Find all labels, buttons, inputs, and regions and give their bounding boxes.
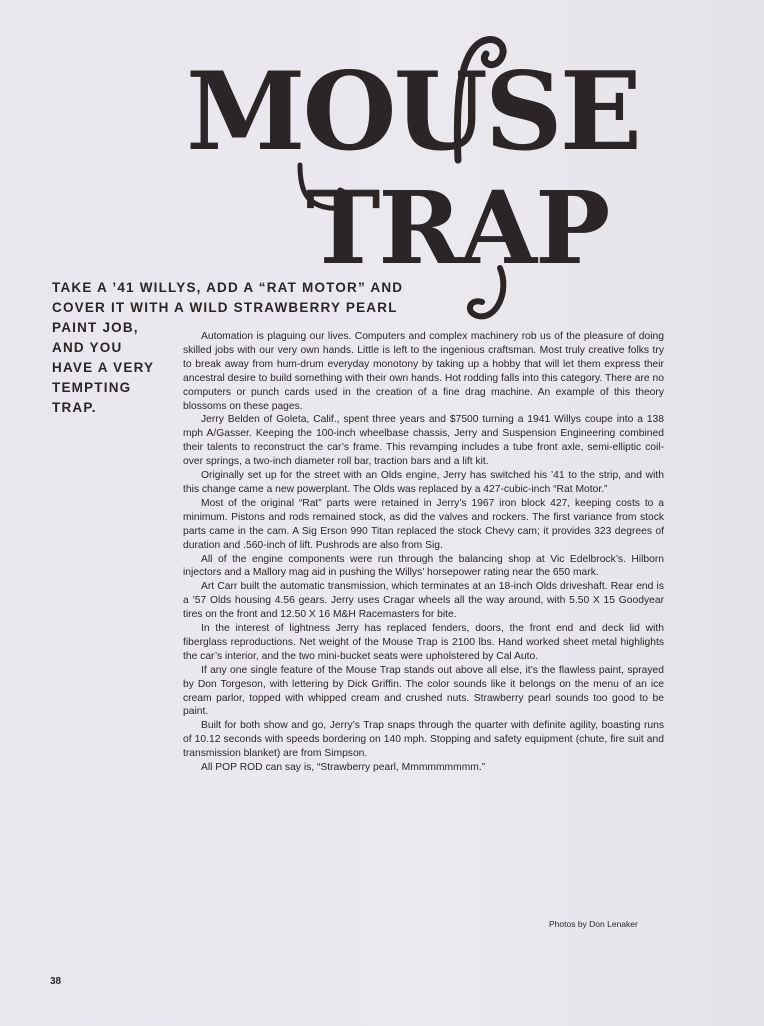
- body-paragraph: All of the engine components were run through the balancing shop at Vic Edelbrock’s. Hilborn injectors and a Mallory mag aid in pushing the Willys’ horsepower rating near the 650 mark.: [183, 553, 664, 579]
- headline-line: TRAP.: [52, 400, 97, 415]
- headline-line: PAINT JOB,: [52, 320, 139, 335]
- body-paragraph: Most of the original “Rat” parts were retained in Jerry’s 1967 iron block 427, keeping costs to a minimum. Pistons and rods remained stock, as did the valves and rockers. The first variance from stock parts came in the cam. A Sig Erson 990 Titan replaced the stock Chevy cam; it provides 323 degrees of duration and .560-inch of lift. Pushrods are also from Sig.: [183, 497, 664, 551]
- body-paragraph: Built for both show and go, Jerry’s Trap snaps through the quarter with definite agility, boasting runs of 10.12 seconds with speeds bordering on 140 mph. Stopping and safety equipment (chute, fire suit and transmission blanket) are from Simpson.: [183, 720, 664, 760]
- headline-line: TEMPTING: [52, 380, 132, 395]
- article-body: [183, 330, 664, 775]
- article-title-line1: MOUSE: [186, 49, 640, 175]
- page-number: 38: [50, 976, 62, 987]
- body-paragraph: Originally set up for the street with an Olds engine, Jerry has switched his ’41 to the strip, and with this change came a new powerplant. The Olds was replaced by a 427-cubic-inch “Rat Motor.”: [183, 470, 664, 495]
- body-paragraph: Jerry Belden of Goleta, Calif., spent three years and $7500 turning a 1941 Willys coupe into a 138 mph A/Gasser. Keeping the 100-inch wheelbase chassis, Jerry and Suspension Engineering combined their talents to reconstruct the car’s frame. This revamping includes a tube front axle, semi-elliptic coil-over springs, a two-inch diameter roll bar, traction bars and a lift kit.: [183, 414, 664, 468]
- body-paragraph: Automation is plaguing our lives. Computers and complex machinery rob us of the pleasure of doing skilled jobs with our very own hands. Little is left to the ingenious craftsman. Most truly creative folks try to break away from hum-drum everyday monotony by taking up a hobby that will let them express their ancestral desire to build something with their own hands. Hot rodding falls into this category. There are no computers or punch cards used in the creation of a fine drag machine. An example of this theory blossoms on these pages.: [183, 331, 664, 412]
- body-paragraph: All POP ROD can say is, “Strawberry pearl, Mmmmmmmmm.”: [201, 762, 486, 774]
- headline-line: AND YOU: [52, 340, 123, 355]
- headline-line: COVER IT WITH A WILD STRAWBERRY PEARL: [52, 300, 398, 315]
- headline-line: HAVE A VERY: [52, 360, 155, 375]
- body-paragraph: In the interest of lightness Jerry has replaced fenders, doors, the front end and deck lid with fiberglass reproductions. Net weight of the Mouse Trap is 2100 lbs. Hand worked sheet metal highlights the car’s interior, and the two mini-bucket seats were upholstered by Cal Auto.: [183, 623, 664, 662]
- body-paragraph: If any one single feature of the Mouse Trap stands out above all else, it’s the flawless paint, sprayed by Don Torgeson, with lettering by Dick Griffin. The color sounds like it belongs on the menu of an ice cream parlor, topped with whipped cream and crushed nuts. Strawberry pearl sounds too good to be paint.: [183, 664, 664, 718]
- article-title-line2: TRAP: [306, 169, 609, 287]
- headline-line: TAKE A ’41 WILLYS, ADD A “RAT MOTOR” AND: [52, 280, 404, 295]
- photo-credit: Photos by Don Lenaker: [549, 919, 638, 929]
- body-paragraph: Art Carr built the automatic transmission, which terminates at an 18-inch Olds driveshaft. Rear end is a ’57 Olds housing 4.56 gears. Jerry uses Cragar wheels all the way around, with 5.50 X 15 Goodyear tires on the front and 12.50 X 16 M&H Racemasters for bite.: [183, 581, 664, 621]
